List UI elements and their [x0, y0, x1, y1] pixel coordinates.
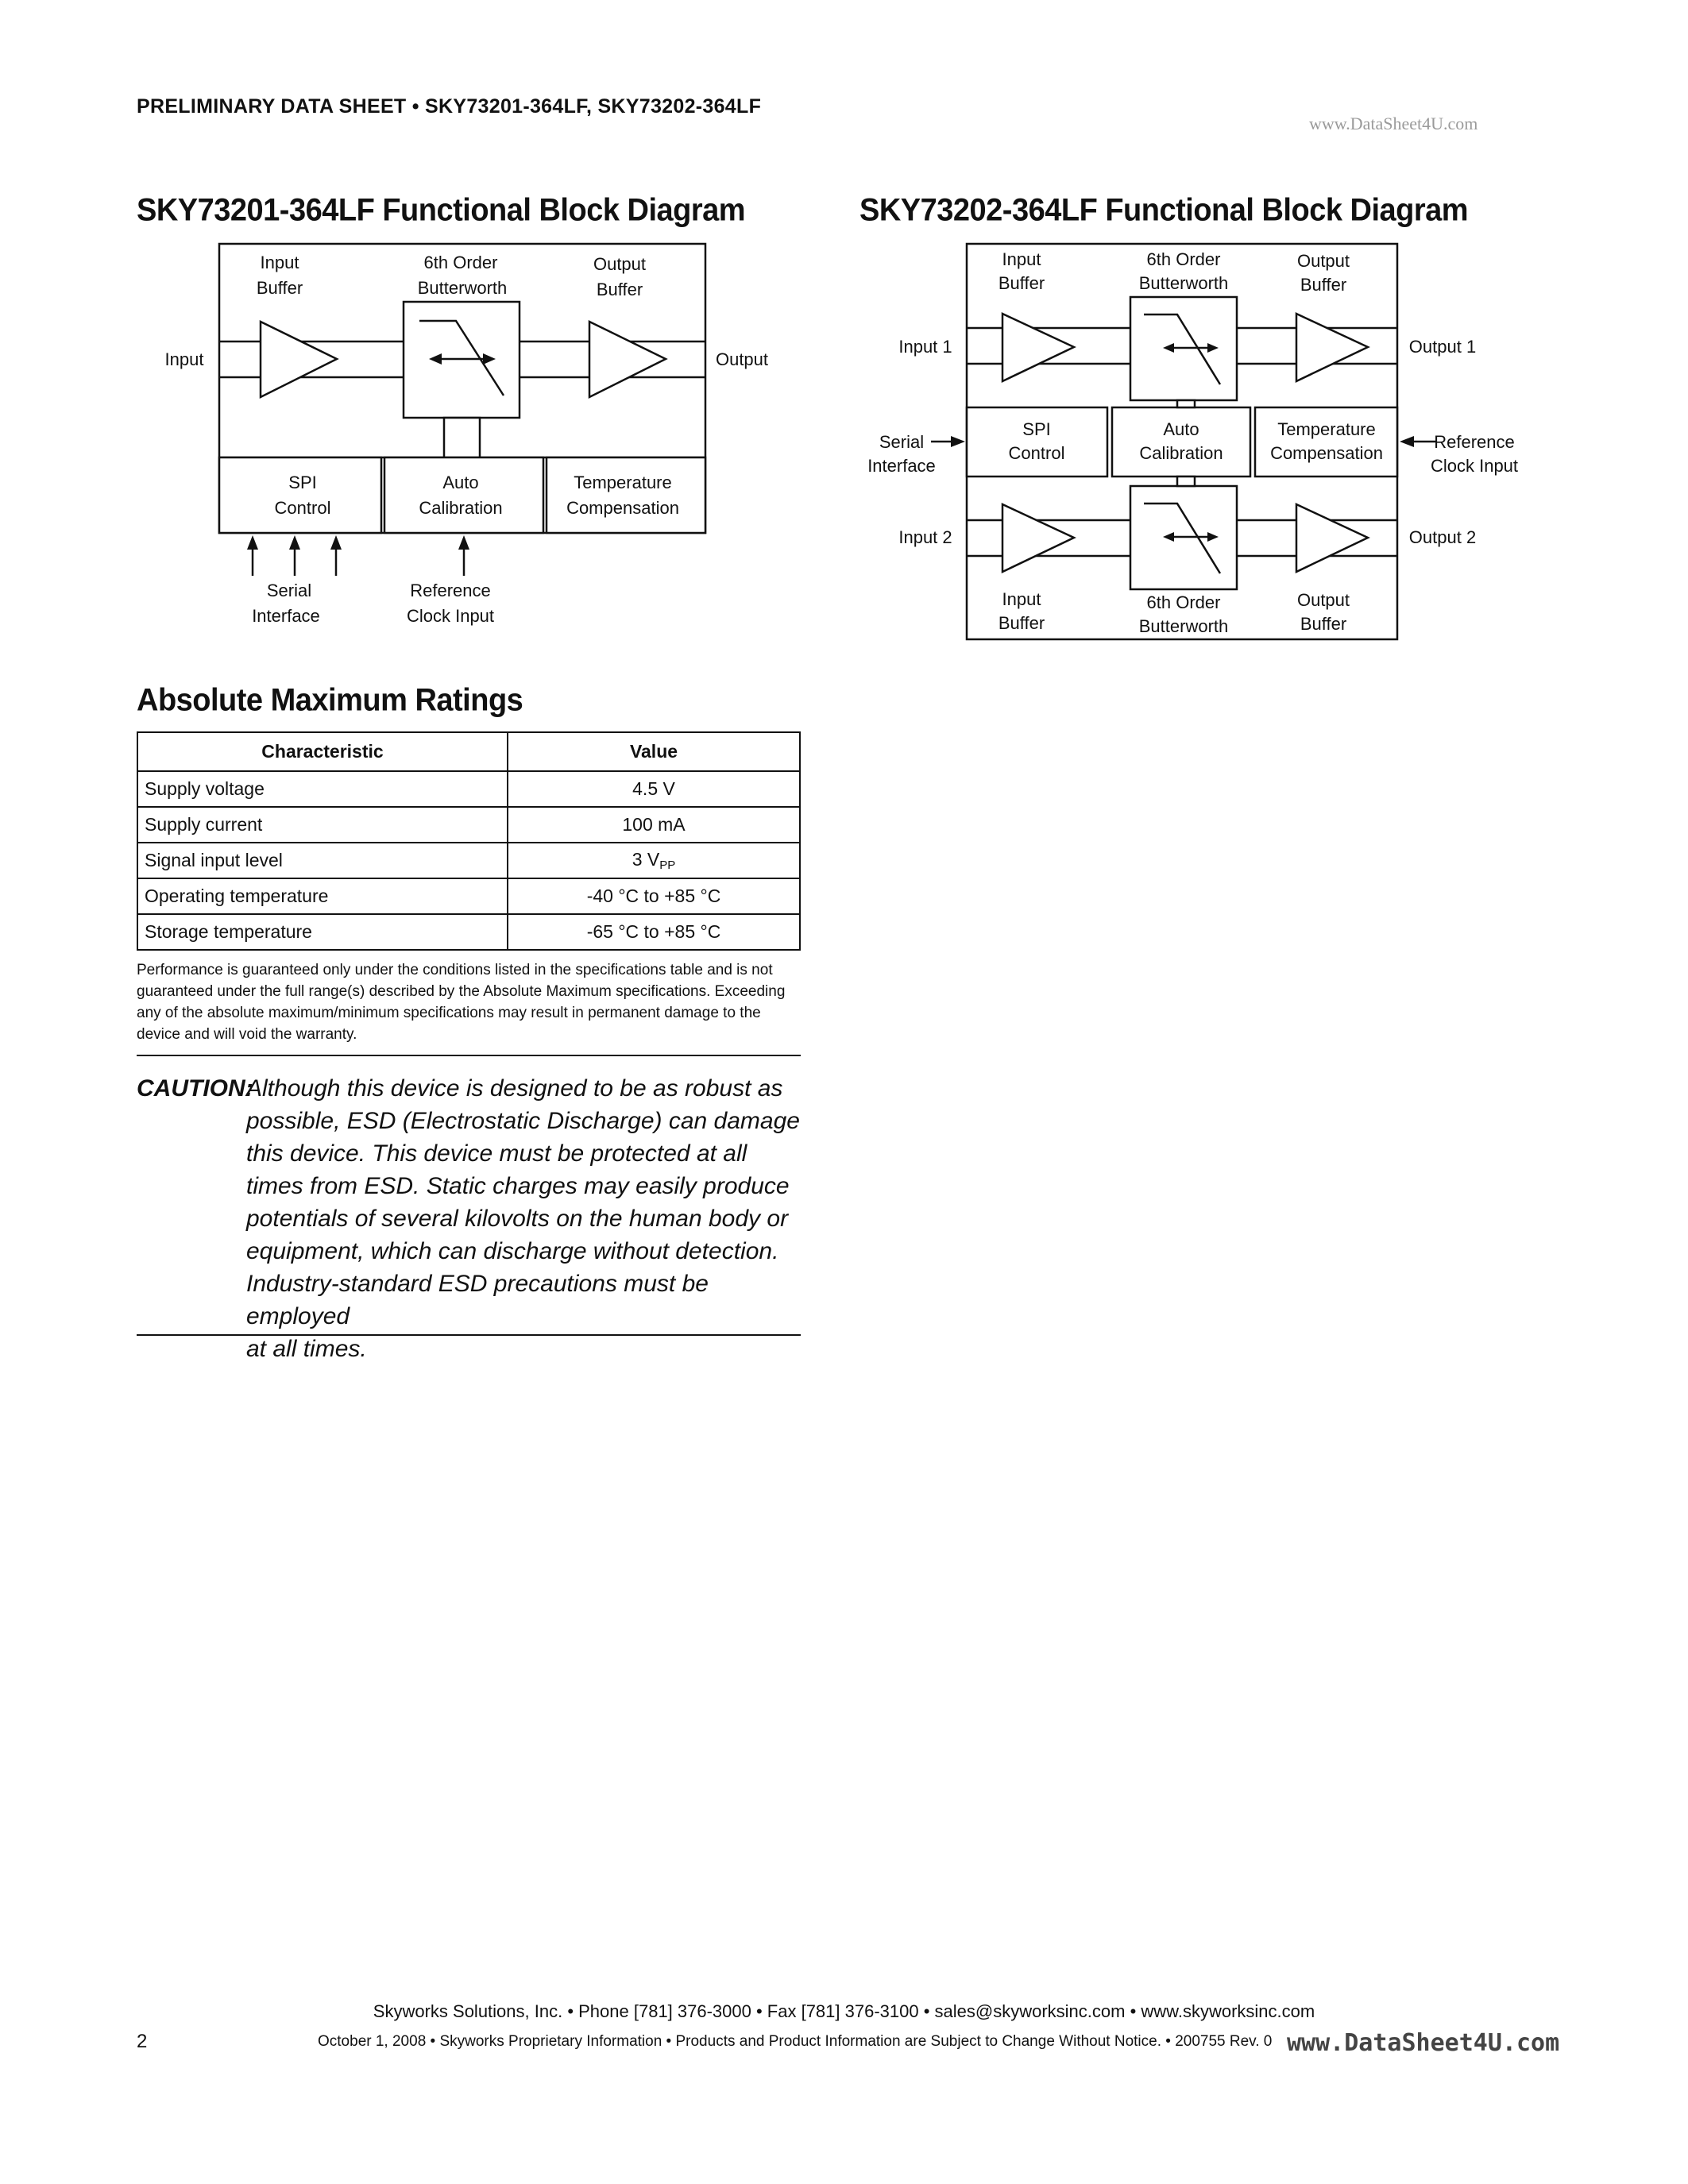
diagram2-autocal-box [1112, 407, 1250, 477]
diagram1-filter-label-1: 6th Order [423, 253, 498, 272]
ratings-table [137, 731, 801, 951]
caution-label: CAUTION: [137, 1075, 253, 1102]
diagram2-input-buffer-triangle-1 [1002, 314, 1074, 381]
diagram2-spi-label-2: Control [1008, 443, 1065, 463]
diagram2-filter-label-1: 6th Order [1146, 249, 1221, 269]
diagram2-spi-box [967, 407, 1107, 477]
diagram1-tempcomp-label-2: Compensation [566, 498, 679, 518]
watermark-bottom[interactable]: www.DataSheet4U.com [1287, 2029, 1560, 2057]
diagram2-filter2-label-1: 6th Order [1146, 592, 1221, 612]
diagram1-output-label: Output [715, 349, 769, 369]
diagram2-output-buffer2-label-2: Buffer [1300, 614, 1347, 634]
diagram1-autocal-box [384, 457, 543, 533]
diagram2-filter-label-2: Butterworth [1138, 273, 1229, 293]
ratings-characteristic-cell: Supply current [137, 807, 508, 843]
diagram2-autocal-label-2: Calibration [1139, 443, 1223, 463]
diagram2-output-buffer-label-2: Buffer [1300, 275, 1347, 295]
footer-contact: Skyworks Solutions, Inc. • Phone [781] 376-3000 • Fax [781] 376-3100 • sales@skyworksinc.com • www.skyworksinc.com [373, 2001, 1315, 2021]
diagram2-spi-label-1: SPI [1022, 419, 1051, 439]
footer-legal: October 1, 2008 • Skyworks Proprietary Information • Products and Product Information are Subject to Change Without Notice. • 200755 Rev. 0 [318, 2033, 1273, 2050]
table-row [137, 771, 800, 807]
diagram2-input-buffer-label-2: Buffer [998, 273, 1045, 293]
diagram2-output-buffer2-label-1: Output [1296, 590, 1350, 610]
diagram1-block-diagram [0, 0, 842, 651]
diagram2-input1-label: Input 1 [898, 337, 952, 357]
table-row [137, 807, 800, 843]
page-number: 2 [137, 2031, 148, 2052]
diagram2-input-buffer2-label-2: Buffer [998, 613, 1045, 633]
ratings-characteristic-cell: Operating temperature [137, 878, 508, 914]
ratings-characteristic-cell: Signal input level [137, 843, 508, 878]
caution-line: Industry-standard ESD precautions must be employed [246, 1271, 709, 1329]
ratings-value-subscript: PP [659, 859, 676, 872]
diagram1-spi-box [219, 457, 381, 533]
diagram1-output-buffer-label-2: Buffer [596, 280, 643, 299]
diagram1-input-buffer-triangle [261, 322, 337, 397]
diagram1-spi-label-2: Control [274, 498, 331, 518]
diagram2-title: SKY73202-364LF Functional Block Diagram [859, 193, 1469, 229]
diagram2-serial-label-1: Serial [879, 432, 925, 452]
page-header-title: PRELIMINARY DATA SHEET • SKY73201-364LF, SKY73202-364LF [137, 95, 762, 118]
ratings-characteristic-cell: Storage temperature [137, 914, 508, 950]
diagram2-filter2-label-2: Butterworth [1138, 616, 1229, 636]
diagram1-tempcomp-box [547, 457, 705, 533]
ratings-note: Performance is guaranteed only under the conditions listed in the specifications table and is not guaranteed under the full range(s) described by the Absolute Maximum specifications. Exceeding any of the absolute maximum/minimum specifications may result in permanent damage to the device and will void the warranty. [137, 962, 786, 1043]
table-row [137, 878, 800, 914]
diagram2-output1-label: Output 1 [1408, 337, 1477, 357]
ratings-value-cell: -40 °C to +85 °C [508, 878, 800, 914]
ratings-value-cell: -65 °C to +85 °C [508, 914, 800, 950]
diagram2-output-buffer-triangle-2 [1296, 504, 1368, 572]
diagram1-input-buffer-label-1: Input [260, 253, 299, 272]
diagram1-input-buffer-label-2: Buffer [256, 278, 303, 298]
caution-block [137, 1072, 801, 1362]
diagram2-input-buffer-triangle-2 [1002, 504, 1074, 572]
ratings-col-characteristic: Characteristic [137, 732, 508, 771]
ratings-value-cell: 100 mA [508, 807, 800, 843]
diagram1-serial-label-2: Interface [252, 606, 320, 626]
caution-line: times from ESD. Static charges may easily produce [246, 1173, 790, 1199]
diagram2-input-buffer-label-1: Input [1002, 249, 1041, 269]
caution-line: potentials of several kilovolts on the human body or [246, 1206, 789, 1232]
table-row [137, 843, 800, 878]
ratings-title: Absolute Maximum Ratings [137, 683, 523, 719]
diagram1-filter-link [444, 418, 480, 457]
diagram1-input-label: Input [164, 349, 204, 369]
diagram1-output-buffer-label-1: Output [593, 254, 647, 274]
diagram2-serial-label-2: Interface [867, 456, 936, 476]
diagram2-input2-label: Input 2 [898, 527, 952, 547]
diagram1-tempcomp-label-1: Temperature [574, 473, 672, 492]
caution-line: this device. This device must be protected at all [246, 1140, 747, 1167]
watermark-top[interactable]: www.DataSheet4U.com [1309, 114, 1478, 133]
diagram1-serial-label-1: Serial [266, 581, 312, 600]
diagram2-output-buffer-triangle-1 [1296, 314, 1368, 381]
diagram2-input-buffer2-label-1: Input [1002, 589, 1041, 609]
caution-line: equipment, which can discharge without detection. [246, 1238, 779, 1264]
diagram1-autocal-label-1: Auto [442, 473, 479, 492]
diagram2-autocal-label-1: Auto [1163, 419, 1199, 439]
caution-line: possible, ESD (Electrostatic Discharge) can damage [246, 1108, 800, 1134]
ratings-header-row [137, 732, 800, 771]
ratings-characteristic-cell: Supply voltage [137, 771, 508, 807]
diagram1-spi-label-1: SPI [288, 473, 317, 492]
ratings-col-value: Value [508, 732, 800, 771]
caution-body [246, 1072, 802, 1365]
ratings-value-cell [508, 843, 800, 878]
diagram2-output2-label: Output 2 [1408, 527, 1477, 547]
table-row [137, 914, 800, 950]
diagram1-refclock-label-1: Reference [410, 581, 491, 600]
diagram1-refclock-label-2: Clock Input [406, 606, 495, 626]
diagram1-output-buffer-triangle [589, 322, 666, 397]
ratings-value-main: 3 V [632, 849, 660, 870]
divider-top [137, 1055, 801, 1056]
diagram1-autocal-label-2: Calibration [419, 498, 503, 518]
diagram2-tempcomp-label-2: Compensation [1270, 443, 1383, 463]
divider-bottom [137, 1334, 801, 1336]
ratings-value-cell: 4.5 V [508, 771, 800, 807]
diagram2-refclock-label-1: Reference [1434, 432, 1515, 452]
diagram1-filter-label-2: Butterworth [417, 278, 508, 298]
diagram1-title: SKY73201-364LF Functional Block Diagram [137, 193, 746, 229]
diagram2-refclock-label-2: Clock Input [1430, 456, 1519, 476]
diagram2-block-diagram [842, 0, 1688, 651]
diagram2-tempcomp-label-1: Temperature [1277, 419, 1376, 439]
caution-line: at all times. [246, 1336, 367, 1362]
diagram2-tempcomp-box [1255, 407, 1397, 477]
caution-line: Although this device is designed to be as robust as [246, 1075, 783, 1102]
diagram2-output-buffer-label-1: Output [1296, 251, 1350, 271]
